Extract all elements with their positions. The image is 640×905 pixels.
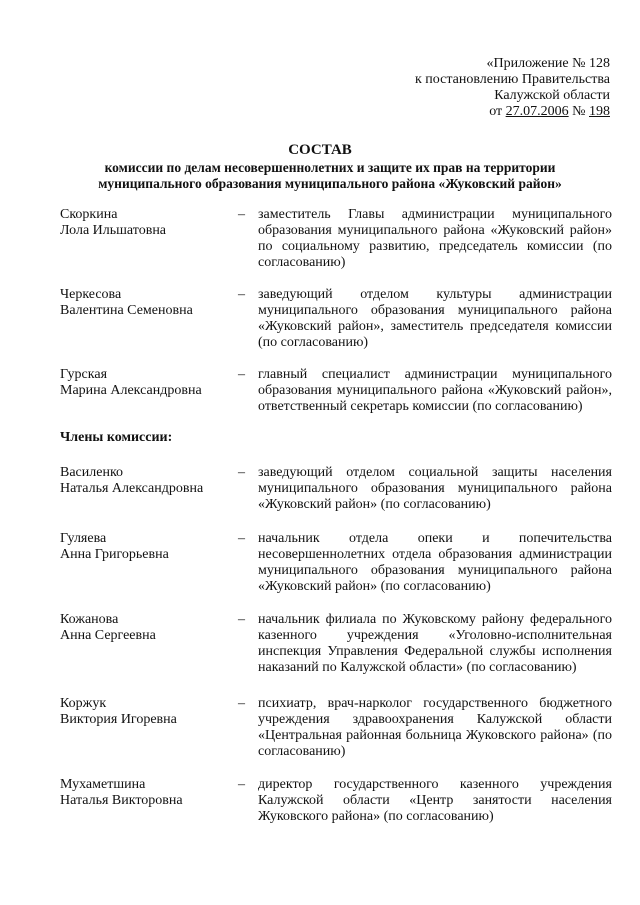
member-name xyxy=(60,207,230,239)
decree-date: 27.07.2006 xyxy=(505,104,569,119)
member-surname: Скоркина xyxy=(60,207,118,222)
appendix-header xyxy=(415,56,610,120)
separator-dash: – xyxy=(238,367,245,382)
member-name xyxy=(60,696,230,728)
member-surname: Василенко xyxy=(60,465,124,480)
member-role: заведующий отделом социальной защиты населения муниципального образования муниципального района «Жуковский район» (по согласованию) xyxy=(258,465,612,512)
member-surname: Мухаметшина xyxy=(60,777,146,792)
member-given-name: Анна Сергеевна xyxy=(60,628,156,643)
member-role: заведующий отделом культуры администрации муниципального образования муниципального района «Жуковский район», заместитель председателя комиссии (по согласованию) xyxy=(258,287,612,350)
member-role: начальник филиала по Жуковскому району федерального казенного учреждения «Уголовно-исполнительная инспекция Управления Федеральной службы исполнения наказаний по Калужской области» (по согласованию) xyxy=(258,612,612,675)
member-given-name: Марина Александровна xyxy=(60,383,202,398)
separator-dash: – xyxy=(238,777,245,792)
member-name xyxy=(60,465,230,497)
member-name xyxy=(60,367,230,399)
date-prefix: от xyxy=(489,104,506,119)
member-given-name: Лола Ильшатовна xyxy=(60,223,167,238)
member-role: заместитель Главы администрации муниципального образования муниципального района «Жуковский район» по социальному развитию, председатель комиссии (по согласованию) xyxy=(258,207,612,270)
member-given-name: Валентина Семеновна xyxy=(60,303,193,318)
member-surname: Кожанова xyxy=(60,612,119,627)
appendix-line-1: «Приложение № 128 xyxy=(486,56,610,71)
member-given-name: Наталья Александровна xyxy=(60,481,204,496)
member-given-name: Анна Григорьевна xyxy=(60,547,169,562)
member-surname: Гурская xyxy=(60,367,108,382)
member-name xyxy=(60,612,230,644)
separator-dash: – xyxy=(238,612,245,627)
separator-dash: – xyxy=(238,531,245,546)
document-subtitle: комиссии по делам несовершеннолетних и защите их прав на территории муниципального образования муниципального района «Жуковский район» xyxy=(98,160,562,191)
separator-dash: – xyxy=(238,696,245,711)
appendix-line-3: Калужской области xyxy=(494,88,610,103)
member-surname: Гуляева xyxy=(60,531,107,546)
member-surname: Черкесова xyxy=(60,287,122,302)
number-prefix: № xyxy=(568,104,589,119)
member-given-name: Наталья Викторовна xyxy=(60,793,183,808)
member-role: директор государственного казенного учреждения Калужской области «Центр занятости населения Жуковского района» (по согласованию) xyxy=(258,777,612,824)
appendix-line-4 xyxy=(415,104,610,120)
member-name xyxy=(60,531,230,563)
separator-dash: – xyxy=(238,465,245,480)
appendix-line-2: к постановлению Правительства xyxy=(414,72,610,87)
member-role: главный специалист администрации муниципального образования муниципального района «Жуковский район», ответственный секретарь комиссии (по согласованию) xyxy=(258,367,612,414)
member-name xyxy=(60,287,230,319)
member-surname: Коржук xyxy=(60,696,107,711)
member-name xyxy=(60,777,230,809)
separator-dash: – xyxy=(238,287,245,302)
separator-dash: – xyxy=(238,207,245,222)
member-role: психиатр, врач-нарколог государственного бюджетного учреждения здравоохранения Калужской области «Центральная районная больница Жуковского района» (по согласованию) xyxy=(258,696,612,759)
document-title: СОСТАВ xyxy=(288,142,352,158)
decree-number: 198 xyxy=(589,104,610,119)
members-heading: Члены комиссии: xyxy=(60,430,173,445)
member-given-name: Виктория Игоревна xyxy=(60,712,177,727)
member-role: начальник отдела опеки и попечительства несовершеннолетних отдела образования администрации муниципального образования муниципального района «Жуковский район» (по согласованию) xyxy=(258,531,612,594)
